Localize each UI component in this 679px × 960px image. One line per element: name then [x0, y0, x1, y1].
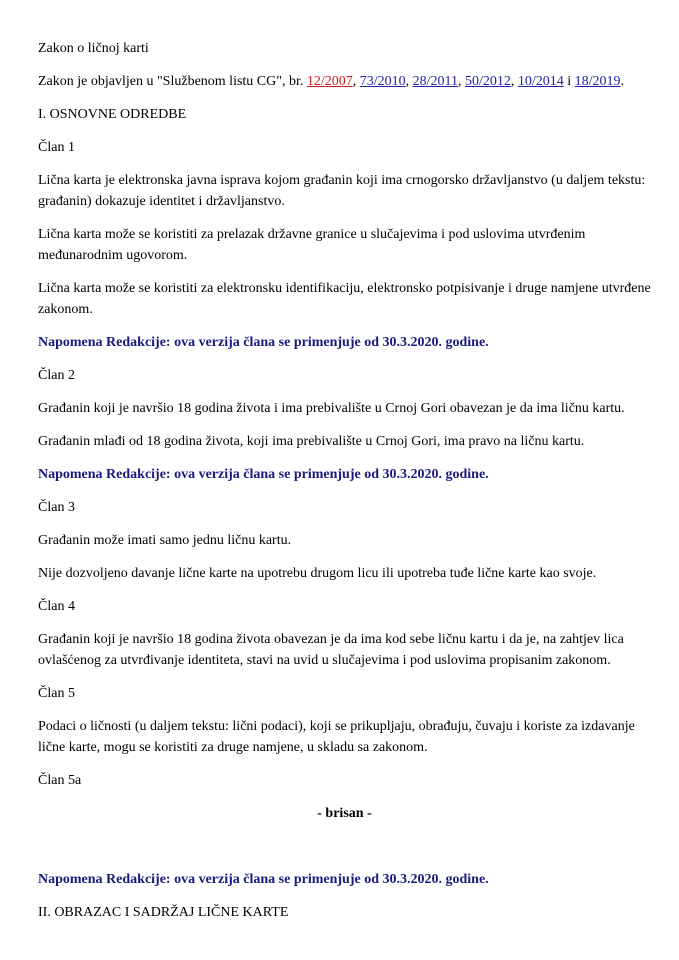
paragraph: I. OSNOVNE ODREDBE: [38, 107, 187, 122]
paragraph: Član 2: [38, 368, 75, 383]
gazette-link-73-2010[interactable]: 73/2010: [359, 74, 406, 89]
publication-prefix: Zakon je objavljen u "Službenom listu CG", br.: [38, 74, 307, 89]
document-title: Zakon o ličnoj karti: [38, 41, 149, 56]
paragraph: Građanin mlađi od 18 godina života, koji ima prebivalište u Crnoj Gori, ima pravo na ličnu kartu.: [38, 434, 585, 449]
paragraph: Lična karta može se koristiti za prelazak državne granice u slučajevima i pod uslovima utvrđenim međunarodnim ugovorom.: [38, 227, 586, 263]
paragraph: Građanin koji je navršio 18 godina života obavezan je da ima kod sebe ličnu kartu i da je, na zahtjev lica ovlašćenog za utvrđivanje identiteta, stavi na uvid u slučajevima i pod uslovima propisanim zakonom.: [38, 632, 624, 668]
gazette-link-12-2007[interactable]: 12/2007: [306, 74, 353, 89]
deleted-article-marker: - brisan -: [317, 806, 372, 821]
paragraph: Član 5: [38, 686, 75, 701]
paragraph: Podaci o ličnosti (u daljem tekstu: lični podaci), koji se prikupljaju, obrađuju, čuvaju i koriste za izdavanje lične karte, mogu se koristiti za druge namjene, u skladu sa zakonom.: [38, 719, 635, 755]
gazette-link-18-2019[interactable]: 18/2019: [574, 74, 621, 89]
paragraph: Građanin može imati samo jednu ličnu kartu.: [38, 533, 292, 548]
paragraph: Član 4: [38, 599, 75, 614]
editorial-note: Napomena Redakcije: ova verzija člana se primenjuje od 30.3.2020. godine.: [38, 872, 489, 887]
editorial-note: Napomena Redakcije: ova verzija člana se primenjuje od 30.3.2020. godine.: [38, 467, 489, 482]
document-blocks: [38, 104, 651, 923]
paragraph: Lična karta je elektronska javna isprava kojom građanin koji ima crnogorsko državljanstvo (u daljem tekstu: građanin) dokazuje identitet i državljanstvo.: [38, 173, 646, 209]
paragraph: Lična karta može se koristiti za elektronsku identifikaciju, elektronsko potpisivanje i druge namjene utvrđene zakonom.: [38, 281, 651, 317]
paragraph: Građanin koji je navršio 18 godina života i ima prebivalište u Crnoj Gori obavezan je da ima ličnu kartu.: [38, 401, 625, 416]
paragraph: Član 3: [38, 500, 75, 515]
editorial-note: Napomena Redakcije: ova verzija člana se primenjuje od 30.3.2020. godine.: [38, 335, 489, 350]
paragraph: Član 5a: [38, 773, 82, 788]
gazette-link-28-2011[interactable]: 28/2011: [412, 74, 458, 89]
gazette-link-10-2014[interactable]: 10/2014: [517, 74, 564, 89]
gazette-link-50-2012[interactable]: 50/2012: [465, 74, 511, 89]
empty-paragraph: [38, 836, 651, 857]
paragraph: II. OBRAZAC I SADRŽAJ LIČNE KARTE: [38, 905, 289, 920]
publication-links: 12/2007, 73/2010, 28/2011, 50/2012, 10/2014 i 18/2019.: [306, 74, 625, 89]
publication-line: [38, 71, 651, 92]
paragraph: Član 1: [38, 140, 75, 155]
paragraph: Nije dozvoljeno davanje lične karte na upotrebu drugom licu ili upotreba tuđe lične karte kao svoje.: [38, 566, 597, 581]
